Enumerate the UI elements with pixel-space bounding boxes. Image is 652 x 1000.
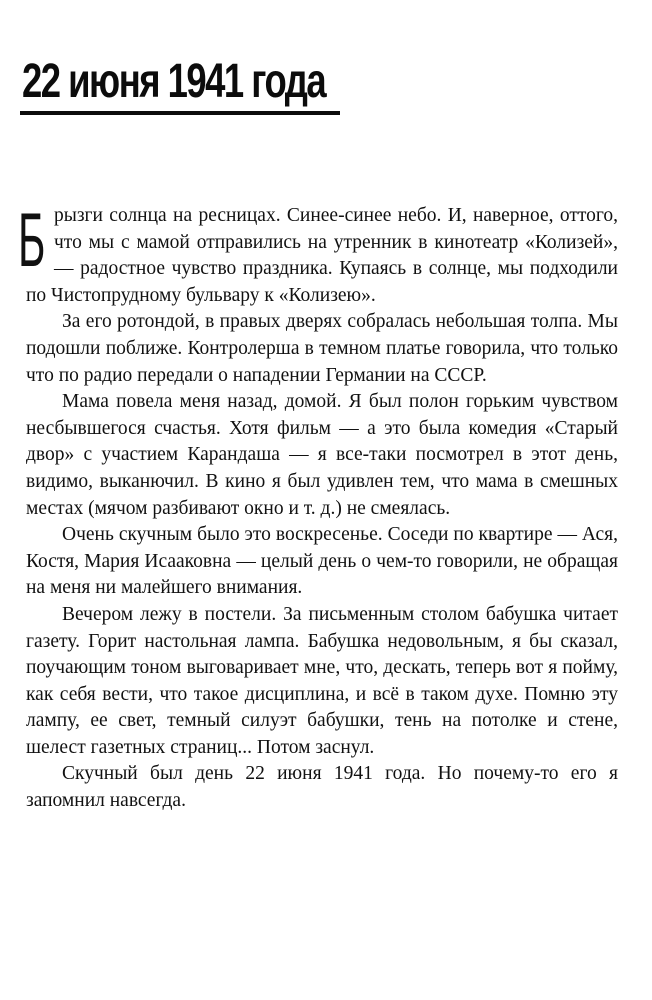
paragraph-5: Вечером лежу в постели. За письменным столом бабушка читает газету. Горит настольная лампа. Бабушка недовольным, я бы сказал, поучающим тоном выговаривает мне, что, дескать, теперь вот я пойму, как себя вести, что такое дисциплина, и всё в таком духе. Помню эту лампу, ее свет, темный силуэт бабушки, тень на потолке и стене, шелест газетных страниц... Потом заснул. [26,603,618,758]
paragraph-4: Очень скучным было это воскресенье. Соседи по квартире — Ася, Костя, Мария Исааковна — целый день о чем-то говорили, не обращая на меня ни малейшего внимания. [26,524,618,599]
paragraph-3: Мама повела меня назад, домой. Я был полон горьким чувством несбывшегося счастья. Хотя фильм — а это была комедия «Старый двор» с участием Карандаша — я все-таки посмотрел в этот день, видимо, выканючил. В кино я был удивлен тем, что мама в смешных местах (мячом разбивают окно и т. д.) не смеялась. [26,391,618,519]
drop-cap: Б [18,198,46,283]
paragraph-2: За его ротондой, в правых дверях собралась небольшая толпа. Мы подошли поближе. Контролерша в темном платье говорила, что только что по радио передали о нападении Германии на СССР. [26,311,618,386]
paragraph-1-text: рызги солнца на ресницах. Синее-синее небо. И, наверное, оттого, что мы с мамой отправились на утренник в кинотеатр «Колизей», — радостное чувство праздника. Купаясь в солнце, мы подходили по Чистопрудному бульвару к «Колизею». [26,205,618,306]
heading-underline [20,111,340,115]
body-text [18,198,618,815]
paragraph-1 [18,198,618,309]
page-heading: 22 июня 1941 года [22,55,326,108]
paragraph-6: Скучный был день 22 июня 1941 года. Но почему-то его я запомнил навсегда. [26,763,618,812]
